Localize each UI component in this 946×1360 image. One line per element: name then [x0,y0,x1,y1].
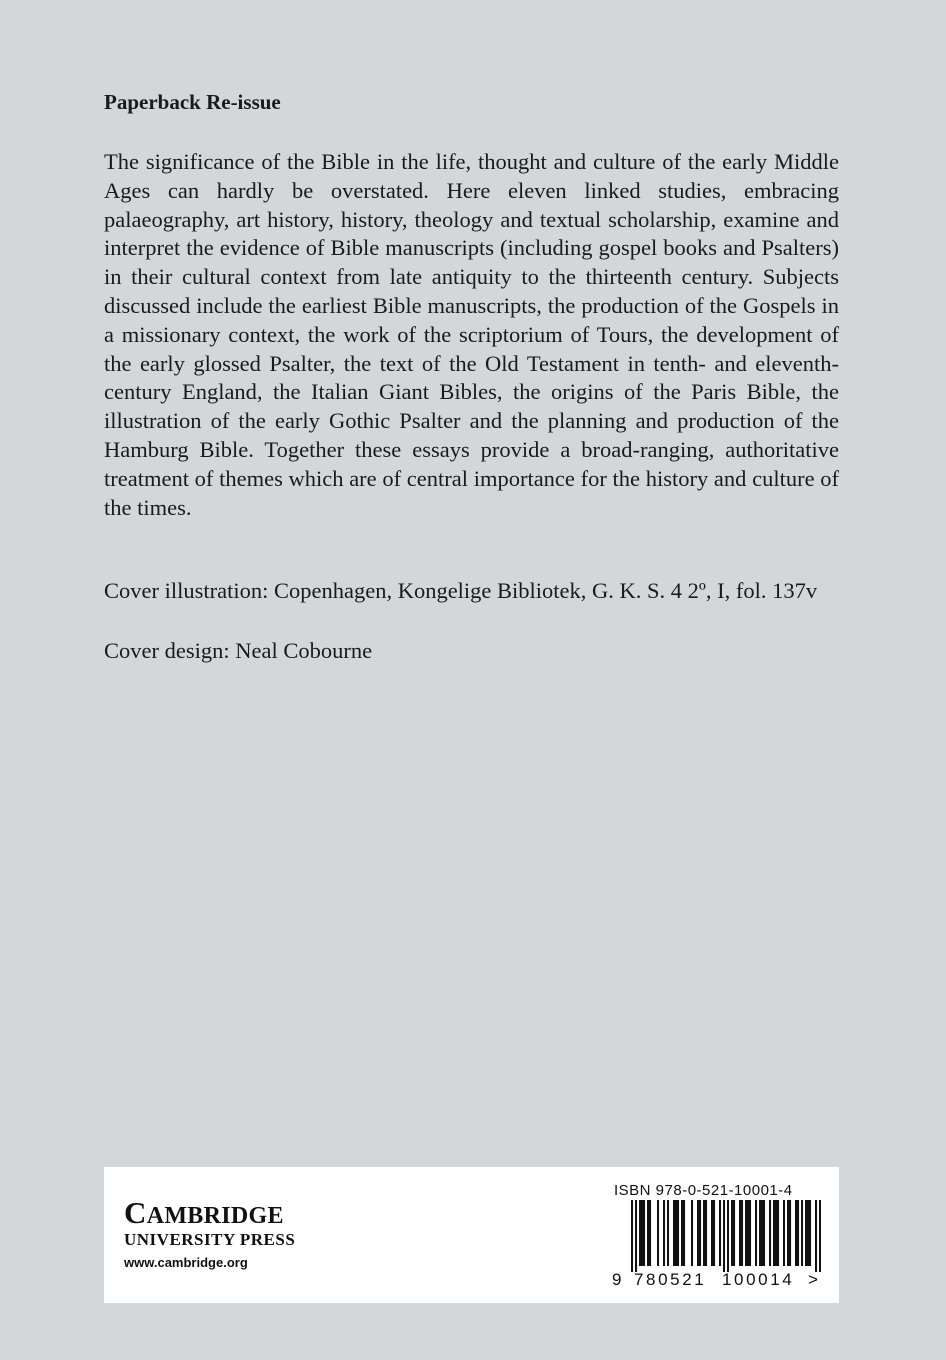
barcode-bar [789,1200,791,1266]
barcode-bar [711,1200,713,1266]
barcode-right-digits: 100014 [722,1270,795,1289]
barcode-quiet-mark: > [808,1270,818,1289]
barcode-bar [681,1200,683,1266]
barcode-bar [733,1200,735,1266]
barcode-bar [795,1200,797,1266]
publisher-subtitle: UNIVERSITY PRESS [124,1230,296,1249]
barcode-bar [727,1200,729,1272]
barcode-bar [797,1200,799,1266]
barcode-bar [631,1200,633,1272]
barcode-bar [763,1200,765,1266]
barcode-bar [775,1200,777,1266]
barcode-bar [787,1200,789,1266]
barcode-bar [761,1200,763,1266]
barcode-bar [807,1200,809,1266]
barcode-bar [677,1200,679,1266]
publisher-website: www.cambridge.org [124,1255,248,1270]
publisher-imprint-panel [104,1167,839,1303]
barcode-bar [635,1200,637,1272]
barcode-bar [809,1200,811,1266]
book-description: The significance of the Bible in the life, thought and culture of the early Middle Ages can hardly be overstated. Here eleven linked studies, embracing palaeography, art history, history, theology and textual scholarship, examine and interpret the evidence of Bible manuscripts (including gospel books and Psalters) in their cultural context from late antiquity to the thirteenth century. Subjects discussed include the earliest Bible manuscripts, the production of the Gospels in a missionary context, the work of the scriptorium of Tours, the development of the early glossed Psalter, the text of the Old Testament in tenth- and eleventh-century England, the Italian Giant Bibles, the origins of the Paris Bible, the illustration of the early Gothic Psalter and the planning and production of the Hamburg Bible. Together these essays provide a broad-ranging, authoritative treatment of themes which are of central importance for the history and culture of the times. [104,149,839,520]
barcode-bar [673,1200,675,1266]
barcode-bar [739,1200,741,1266]
publisher-logo-wordmark [124,1197,284,1228]
barcode-bar [649,1200,651,1266]
publisher-name-initial: C [124,1195,147,1230]
barcode-bar [769,1200,771,1266]
barcode-bar [697,1200,699,1266]
barcode-bar [815,1200,817,1272]
barcode-bar [777,1200,779,1266]
barcode-bar [783,1200,785,1266]
barcode-lead-digit: 9 [612,1270,622,1289]
barcode-bar [713,1200,715,1266]
barcode-bar [705,1200,707,1266]
barcode-bar [755,1200,757,1266]
barcode-bar [749,1200,751,1266]
cover-illustration-credit: Cover illustration: Copenhagen, Kongelige Bibliotek, G. K. S. 4 2º, I, fol. 137v [104,578,818,603]
barcode-bar [675,1200,677,1266]
barcode-bar [703,1200,705,1266]
barcode-bar [667,1200,669,1266]
publisher-name-rest: AMBRIDGE [146,1203,284,1229]
barcode-bar [773,1200,775,1266]
reissue-heading: Paperback Re-issue [104,90,281,114]
barcode-bar [723,1200,725,1272]
barcode-bar [801,1200,803,1266]
barcode-bar [741,1200,743,1266]
barcode-bar [643,1200,645,1266]
barcode-bar [699,1200,701,1266]
barcode-bar [641,1200,643,1266]
barcode-bar [759,1200,761,1266]
barcode-image [631,1200,821,1272]
barcode-left-digits: 780521 [634,1270,707,1289]
barcode-bar [663,1200,665,1266]
barcode-bar [657,1200,659,1266]
barcode-bar [747,1200,749,1266]
barcode-bar [745,1200,747,1266]
barcode-bar [719,1200,721,1266]
barcode-bar [647,1200,649,1266]
barcode-bar [819,1200,821,1272]
isbn-label: ISBN 978-0-521-10001-4 [614,1182,793,1199]
cover-design-credit: Cover design: Neal Cobourne [104,638,373,663]
barcode-bar [805,1200,807,1266]
barcode-bar [683,1200,685,1266]
barcode-bar [691,1200,693,1266]
barcode-bar [639,1200,641,1266]
barcode-bar [731,1200,733,1266]
